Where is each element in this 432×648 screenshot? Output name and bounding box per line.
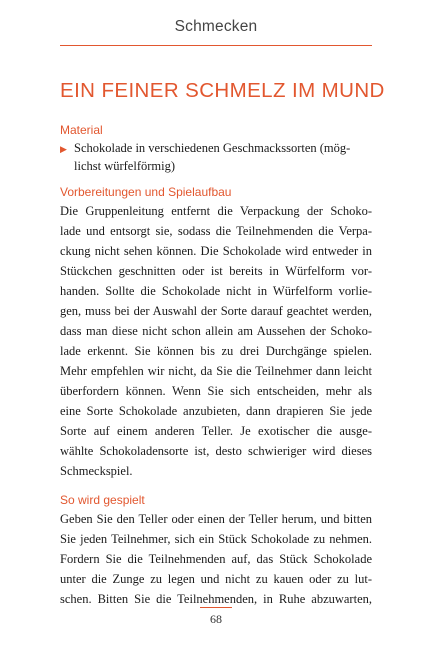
material-item-line: lichst würfelförmig) — [74, 159, 176, 173]
text-line: Mehr empfehlen wir nicht, da Sie die Teilnehmer dann leicht — [60, 364, 372, 378]
text-line: eine Sorte Schokolade anzubieten, dann drapieren Sie jede — [60, 404, 372, 418]
text-line: Fordern Sie die Teilnehmenden auf, das Stück Schokolade — [60, 552, 372, 566]
triangle-bullet-icon: ▶ — [60, 144, 67, 154]
text-line: Die Gruppenleitung entfernt die Verpackung der Schoko- — [60, 204, 372, 218]
text-line: schen. Bitten Sie die Teilnehmenden, in Ruhe abzuwarten, — [60, 592, 372, 606]
page-number: 68 — [210, 612, 222, 626]
text-line: lade und entsorgt sie, sodass die Teilnehmenden die Verpa- — [60, 224, 372, 238]
material-list-item — [60, 139, 372, 175]
text-line: Sorte auf einem anderen Teller. Je exotischer die ausge- — [60, 424, 372, 438]
text-line: Stückchen geschnitten oder ist bereits in Würfelform vor- — [60, 264, 372, 278]
page-content — [60, 119, 372, 609]
material-item-line: Schokolade in verschiedenen Geschmackssorten (mög- — [74, 141, 351, 155]
text-line: wählte Schokoladensorte ist, desto schwieriger wird dieses — [60, 444, 372, 458]
text-line: Schmeckspiel. — [60, 464, 133, 478]
gameplay-heading: So wird gespielt — [60, 493, 145, 507]
preparation-paragraph — [60, 201, 372, 481]
preparation-heading: Vorbereitungen und Spielaufbau — [60, 185, 232, 199]
footer-rule — [200, 607, 232, 608]
running-head: Schmecken — [174, 18, 258, 35]
text-line: Geben Sie den Teller oder einen der Teller herum, und bitten — [60, 512, 372, 526]
text-line: dass man diese nicht schon allein am Aussehen der Schoko- — [60, 324, 372, 338]
material-heading: Material — [60, 123, 103, 137]
text-line: Sie jeden Teilnehmer, sich ein Stück Schokolade zu nehmen. — [60, 532, 372, 546]
text-line: überfordern können. Wenn Sie sich entscheiden, mehr als — [60, 384, 372, 398]
text-line: gen, muss bei der Auswahl der Sorte darauf geachtet werden, — [60, 304, 372, 318]
text-line: lade erkennt. Sie können bis zu drei Durchgänge spielen. — [60, 344, 372, 358]
header-rule — [60, 45, 372, 46]
material-item-text — [74, 139, 372, 175]
text-line: unter die Zunge zu legen und nicht zu kauen oder zu lut- — [60, 572, 372, 586]
page-title: EIN FEINER SCHMELZ IM MUND — [60, 79, 385, 102]
text-line: ckung nicht sehen können. Die Schokolade wird entweder in — [60, 244, 372, 258]
text-line: handen. Sollte die Schokolade nicht in Würfelform vorlie- — [60, 284, 372, 298]
gameplay-paragraph — [60, 509, 372, 609]
